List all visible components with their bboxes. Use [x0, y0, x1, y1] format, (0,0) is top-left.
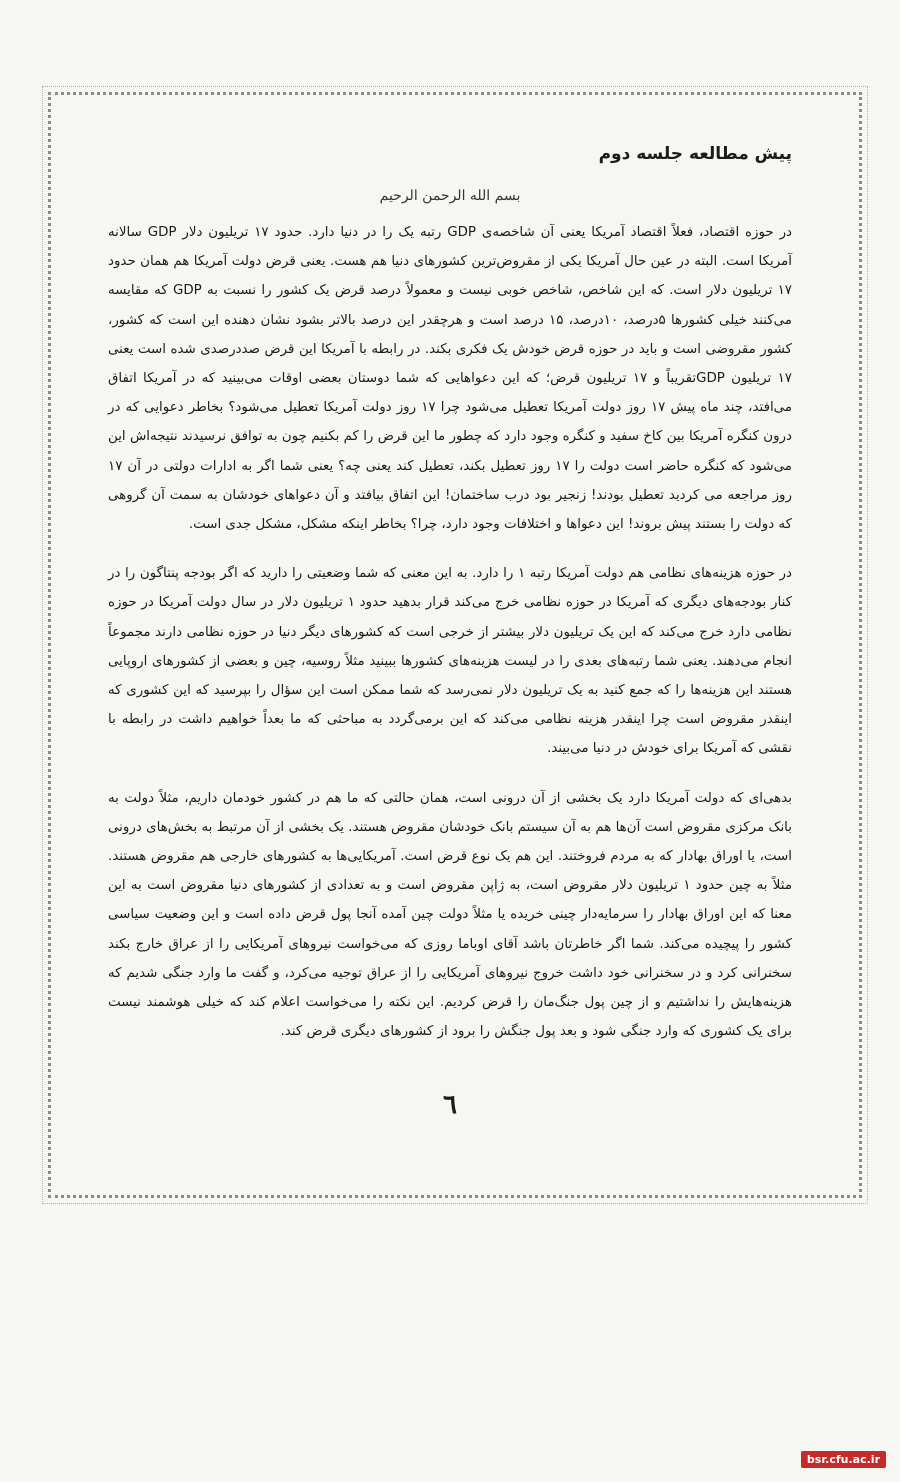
basmala: بسم الله الرحمن الرحیم [379, 188, 521, 204]
paragraph-debt: بدهی‌ای که دولت آمریکا دارد یک بخشی از آن درونی است، همان حالتی که ما هم در کشور خودمان داریم، مثلاً دولت به بانک مرکزی مقروض است آن‌ها هم به آن سیستم بانک خودشان مقروض هستند. یک بخشی از آن مرتبط به بخش‌های درونی است، یا اوراق بهادار که به مردم فروختند. این هم یک نوع قرض است. آمریکایی‌ها به کشورهای خارجی هم مقروض هستند. مثلاً به چین حدود ۱ تریلیون دلار مقروض است، به ژاپن مقروض است و به تعدادی از کشورهای دنیا مقروض است به این معنا که این اوراق بهادار را سرمایه‌دار چینی خریده یا مثلاً دولت چین آمده آنجا پول قرض داده است و این وضعیت سیاسی کشور را پیچیده می‌کند. شما اگر خاطرتان باشد آقای اوباما روزی که می‌خواست نیروهای آمریکایی را از عراق خارج بکند سخنرانی کرد و در سخنرانی خود داشت خروج نیروهای آمریکایی را از عراق توجیه می‌کرد، و گفت ما وارد جنگی شدیم که هزینه‌هایش را نداشتیم و از چین پول جنگ‌مان را قرض کردیم. این نکته را می‌خواست اعلام کند که خیلی هوشمند نیست برای یک کشوری که وارد جنگی شود و بعد پول جنگش را برود از کشورهای دیگری قرض کند. [108, 790, 792, 1040]
page-number: ٦ [443, 1090, 457, 1120]
section-title: پیش مطالعه جلسه دوم [598, 144, 792, 164]
paragraph-military: در حوزه هزینه‌های نظامی هم دولت آمریکا رتبه ۱ را دارد. به این معنی که شما وضعیتی را دارید که اگر بودجه پنتاگون را در کنار بودجه‌های دیگری که آمریکا در حوزه نظامی خرج می‌کند قرار بدهید حدود ۱ تریلیون دلار در سال دولت آمریکا در حوزه نظامی دارد خرج می‌کند که این یک تریلیون دلار بیشتر از خرجی است که کشورهای دیگر دنیا در حوزه نظامی دارند مجموعاً انجام می‌دهند. یعنی شما رتبه‌های بعدی را در لیست هزینه‌های کشورها ببینید مثلاً روسیه، چین و بعضی از کشورهای اروپایی هستند این هزینه‌ها را که جمع کنید به یک تریلیون دلار نمی‌رسد که شما ممکن است این سؤال را بپرسید که این کشوری که اینقدر مقروض است چرا اینقدر هزینه نظامی می‌کند که این برمی‌گردد به مباحثی که ما بعداً خواهیم داشت در رابطه با نقشی که آمریکا برای خودش در دنیا می‌بیند. [108, 566, 792, 757]
paragraph-economy: در حوزه اقتصاد، فعلاً اقتصاد آمریکا یعنی آن شاخصه‌ی GDP رتبه یک را در دنیا دارد. حدود ۱۷ تریلیون دلار GDP سالانه آمریکا است. البته در عین حال آمریکا یکی از مقروض‌ترین کشورهای دنیا هم هست. یعنی قرض دولت آمریکا هم همان حدود ۱۷ تریلیون دلار است. که این شاخص، شاخص خوبی نیست و معمولاً درصد قرض یک کشور را نسبت به GDP که مقایسه می‌کنند خیلی کشورها ۵درصد، ۱۰درصد، ۱۵ درصد است و هرچقدر این درصد بالاتر بشود نشان دهنده این است که کشور، کشور مقروضی است و باید در حوزه قرض خودش یک فکری بکند. در رابطه با آمریکا این قرض صددرصدی شده است یعنی ۱۷ تریلیون GDPتقریباً و ۱۷ تریلیون قرض؛ که این دعواهایی که شما دوستان بعضی اوقات می‌بینید که در آمریکا اتفاق می‌افتد، چند ماه پیش ۱۷ روز دولت آمریکا تعطیل می‌شود چرا ۱۷ روز دولت آمریکا تعطیل می‌شود؟ بخاطر دعوایی که در درون کنگره آمریکا بین کاخ سفید و کنگره وجود دارد که چطور ما این قرض را کم بکنیم چون به توافق نرسیدند نتیجه‌اش این می‌شود که کنگره حاضر است دولت را ۱۷ روز تعطیل بکند، تعطیل کند یعنی چه؟ یعنی شما اگر به ادارات دولتی در آن ۱۷ روز مراجعه می کردید تعطیل بودند! زنجیر بود درب ساختمان! این اتفاق بیافتد و آن دعواهای خودشان به سمت آن گروهی که دولت را بستند پیش بروند! این دعواها و اختلافات وجود دارد، چرا؟ بخاطر اینکه مشکل، مشکل جدی است. [108, 225, 793, 533]
site-watermark: bsr.cfu.ac.ir [801, 1451, 886, 1468]
page-content [108, 140, 792, 1066]
